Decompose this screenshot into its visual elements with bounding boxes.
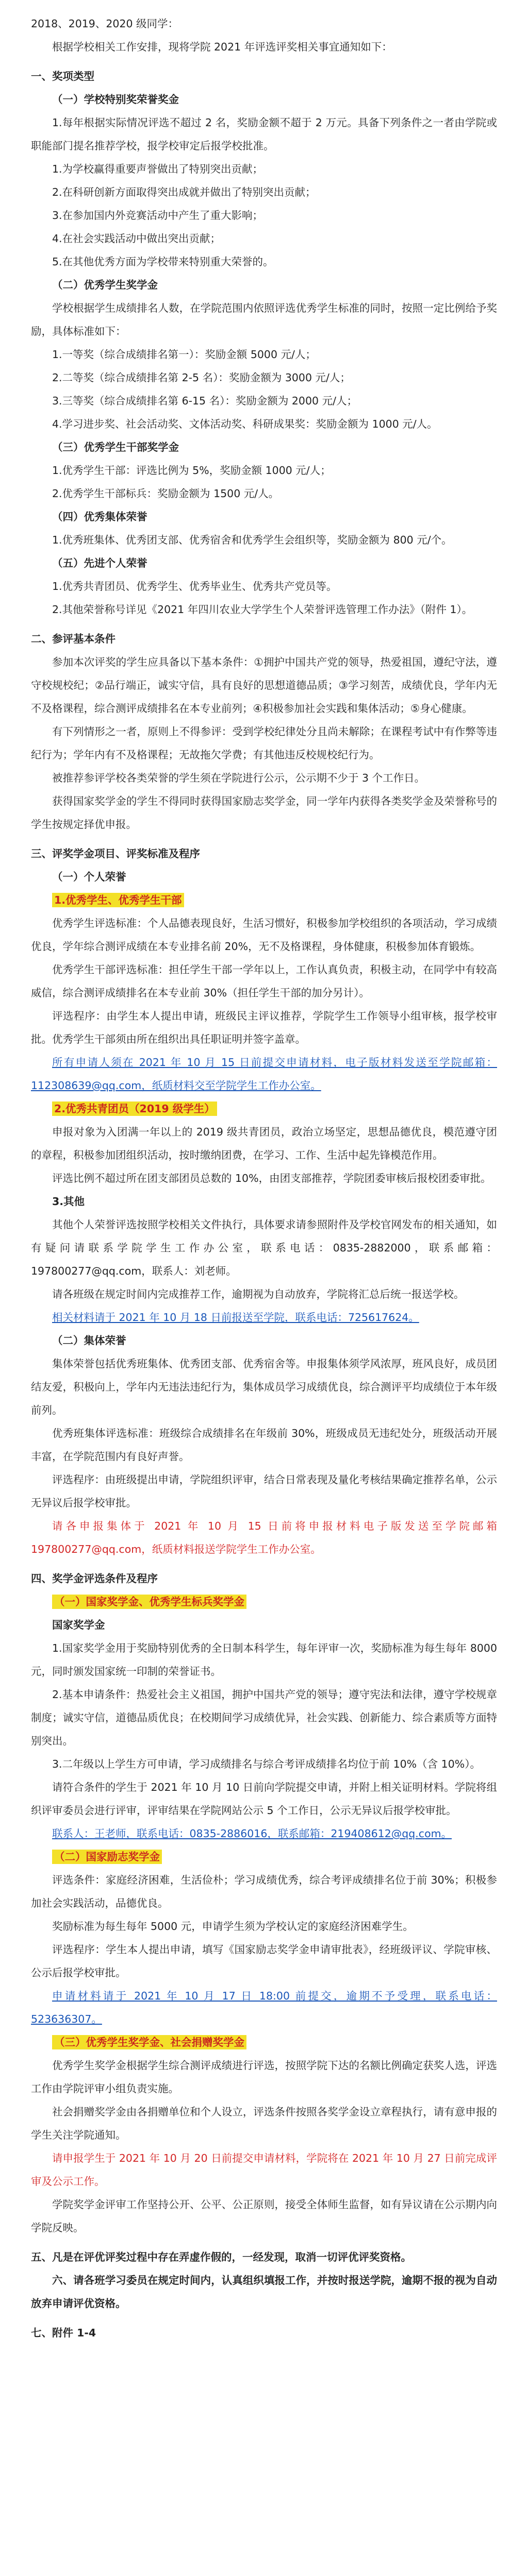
section-4-sub2-deadline: 申请材料请于 2021 年 10 月 17 日 18:00 前提交，逾期不予受理，联系电话：523636307。 bbox=[31, 1990, 497, 2025]
section-4-sub3-paragraph: 学院奖学金评审工作坚持公开、公平、公正原则，接受全体师生监督，如有异议请在公示期内向学院反映。 bbox=[31, 2198, 497, 2234]
section-4-sub3-deadline: 请申报学生于 2021 年 10 月 20 日前提交申请材料，学院将在 2021 年 10 月 27 日前完成评审及公示工作。 bbox=[31, 2152, 497, 2188]
section-3-item3-paragraph: 其他个人荣誉评选按照学校相关文件执行，具体要求请参照附件及学校官网发布的相关通知，如有疑问请联系学院学生工作办公室，联系电话：0835-2882000，联系邮箱：197800277@qq.com，联系人：刘老师。 bbox=[31, 1218, 497, 1277]
section-4-sub2-paragraph: 评选程序：学生本人提出申请，填写《国家励志奖学金申请审批表》，经班级评议、学院审核、公示后报学校审批。 bbox=[31, 1943, 497, 1979]
section-3-sub1-title: （一）个人荣誉 bbox=[52, 871, 126, 883]
section-2-paragraph: 参加本次评奖的学生应具备以下基本条件：①拥护中国共产党的领导，热爱祖国，遵纪守法，遵守校规校纪；②品行端正，诚实守信，具有良好的思想道德品质；③学习刻苦，成绩优良，学年内无不及格课程，综合测评成绩排名在本专业前列；④积极参加社会实践和集体活动；⑤身心健康。 bbox=[31, 656, 497, 715]
greeting-line: 2018、2019、2020 级同学： bbox=[31, 18, 179, 30]
section-3-item2-paragraph: 申报对象为入团满一年以上的 2019 级共青团员，政治立场坚定，思想品德优良，模范遵守团的章程，积极参加团组织活动，按时缴纳团费，在学习、工作、生活中起先锋模范作用。 bbox=[31, 1126, 497, 1161]
section-2-title: 二、参评基本条件 bbox=[31, 633, 116, 645]
section-4-sub1-contact: 联系人：王老师，联系电话：0835-2886016，联系邮箱：219408612@qq.com。 bbox=[52, 1827, 452, 1840]
section-1-sub1-item: 5.在其他优秀方面为学校带来特别重大荣誉的。 bbox=[52, 256, 274, 268]
section-3-deadline: 相关材料请于 2021 年 10 月 18 日前报送至学院，联系电话：725617624。 bbox=[52, 1311, 419, 1324]
section-3-title: 三、评奖学金项目、评奖标准及程序 bbox=[31, 848, 200, 860]
section-1-sub5-item: 2.其他荣誉称号详见《2021 年四川农业大学学生个人荣誉评选管理工作办法》（附件 1）。 bbox=[52, 603, 473, 616]
section-1-sub1-item: 4.在社会实践活动中做出突出贡献； bbox=[52, 232, 221, 245]
section-3-item1-submission: 所有申请人须在 2021 年 10 月 15 日前提交申请材料，电子版材料发送至学院邮箱：112308639@qq.com，纸质材料交至学院学生工作办公室。 bbox=[31, 1056, 497, 1092]
section-4-sub1-paragraph: 3.二年级以上学生方可申请，学习成绩排名与综合考评成绩排名均位于前 10%（含 10%）。 bbox=[52, 1758, 481, 1770]
section-3-item1-paragraph: 优秀学生评选标准：个人品德表现良好，生活习惯好，积极参加学校组织的各项活动，学习成绩优良，学年综合测评成绩在本专业排名前 20%，无不及格课程，身体健康，积极参加体育锻炼。 bbox=[31, 917, 497, 953]
section-1-sub1-title: （一）学校特别奖荣誉奖金 bbox=[52, 93, 179, 106]
section-3-sub2-submission: 请各申报集体于 2021 年 10 月 15 日前将申报材料电子版发送至学院邮箱 197800277@qq.com，纸质材料报送学院学生工作办公室。 bbox=[31, 1520, 501, 1555]
section-4-sub3-paragraph: 社会捐赠奖学金由各捐赠单位和个人设立，评选条件按照各奖学金设立章程执行，请有意申报的学生关注学院通知。 bbox=[31, 2106, 497, 2141]
section-1-sub2-intro: 学校根据学生成绩排名人数，在学院范围内依照评选优秀学生标准的同时，按照一定比例给予奖励，具体标准如下： bbox=[31, 302, 497, 337]
section-6-instruction: 六、请各班学习委员在规定时间内，认真组织填报工作，并按时报送学院，逾期不报的视为自动放弃申请评优资格。 bbox=[31, 2274, 497, 2310]
section-1-sub3-item: 2.优秀学生干部标兵：奖励金额为 1500 元/人。 bbox=[52, 487, 279, 500]
section-1-sub2-item: 3.三等奖（综合成绩排名第 6-15 名）：奖励金额为 2000 元/人； bbox=[52, 395, 357, 407]
section-1-sub1-intro: 1.每年根据实际情况评选不超过 2 名，奖励金额不超于 2 万元。具备下列条件之一者由学院或职能部门提名推荐学校，报学校审定后报学校批准。 bbox=[31, 116, 497, 152]
section-3-sub2-paragraph: 优秀班集体评选标准：班级综合成绩排名在年级前 30%，班级成员无违纪处分，班级活动开展丰富，在学院范围内有良好声誉。 bbox=[31, 1427, 497, 1463]
section-3-item3-title: 3.其他 bbox=[52, 1195, 85, 1208]
section-1-sub1-item: 1.为学校赢得重要声誉做出了特别突出贡献； bbox=[52, 163, 263, 175]
attachments-label: 七、附件 1-4 bbox=[31, 2327, 96, 2339]
intro-paragraph: 根据学校相关工作安排，现将学院 2021 年评选评奖相关事宜通知如下： bbox=[52, 41, 392, 53]
section-4-sub1-title: （一）国家奖学金、优秀学生标兵奖学金 bbox=[52, 1595, 246, 1609]
section-1-sub2-title: （二）优秀学生奖学金 bbox=[52, 279, 158, 291]
section-1-sub1-item: 3.在参加国内外竞赛活动中产生了重大影响； bbox=[52, 209, 263, 222]
section-4-sub3-title: （三）优秀学生奖学金、社会捐赠奖学金 bbox=[52, 2035, 246, 2049]
section-1-sub5-item: 1.优秀共青团员、优秀学生、优秀毕业生、优秀共产党员等。 bbox=[52, 580, 337, 592]
section-4-sub2-paragraph: 评选条件：家庭经济困难，生活俭朴；学习成绩优秀，综合考评成绩排名位于前 30%；积极参加社会实践活动，品德优良。 bbox=[31, 1874, 497, 1909]
section-4-sub1-paragraph: 2.基本申请条件：热爱社会主义祖国，拥护中国共产党的领导；遵守宪法和法律，遵守学校规章制度；诚实守信，道德品质优良；在校期间学习成绩优异，社会实践、创新能力、综合素质等方面特别突出。 bbox=[31, 1688, 497, 1747]
section-1-sub4-intro: 1.优秀班集体、优秀团支部、优秀宿舍和优秀学生会组织等，奖励金额为 800 元/个。 bbox=[52, 534, 452, 546]
section-3-item2-paragraph: 评选比例不超过所在团支部团员总数的 10%，由团支部推荐，学院团委审核后报校团委审批。 bbox=[52, 1172, 491, 1184]
section-2-paragraph: 被推荐参评学校各类荣誉的学生须在学院进行公示，公示期不少于 3 个工作日。 bbox=[52, 772, 425, 784]
section-3-item3-paragraph: 请各班级在规定时间内完成推荐工作，逾期视为自动放弃，学院将汇总后统一报送学校。 bbox=[52, 1288, 465, 1300]
section-3-sub2-paragraph: 集体荣誉包括优秀班集体、优秀团支部、优秀宿舍等。申报集体须学风浓厚，班风良好，成员团结友爱，积极向上，学年内无违法违纪行为，集体成员学习成绩优良，综合测评平均成绩位于本年级前列。 bbox=[31, 1358, 497, 1416]
section-4-sub1-paragraph: 1.国家奖学金用于奖励特别优秀的全日制本科学生，每年评审一次，奖励标准为每生每年 8000 元，同时颁发国家统一印制的荣誉证书。 bbox=[31, 1642, 501, 1677]
section-1-sub4-title: （四）优秀集体荣誉 bbox=[52, 511, 147, 523]
section-1-sub3-title: （三）优秀学生干部奖学金 bbox=[52, 441, 179, 453]
section-1-sub2-item: 4.学习进步奖、社会活动奖、文体活动奖、科研成果奖：奖励金额为 1000 元/人。 bbox=[52, 418, 438, 430]
section-4-sub1-paragraph: 请符合条件的学生于 2021 年 10 月 10 日前向学院提交申请，并附上相关证明材料。学院将组织评审委员会进行评审，评审结果在学院网站公示 5 个工作日，公示无异议后报学校审批。 bbox=[31, 1781, 497, 1817]
section-4-sub2-paragraph: 奖励标准为每生每年 5000 元，申请学生须为学校认定的家庭经济困难学生。 bbox=[52, 1920, 414, 1933]
section-1-sub3-intro: 1.优秀学生干部：评选比例为 5%，奖励金额 1000 元/人； bbox=[52, 464, 331, 477]
section-1-sub2-item: 2.二等奖（综合成绩排名第 2-5 名）：奖励金额为 3000 元/人； bbox=[52, 371, 351, 384]
section-1-sub5-title: （五）先进个人荣誉 bbox=[52, 557, 147, 569]
section-4-sub2-title: （二）国家励志奖学金 bbox=[52, 1850, 162, 1864]
section-1-sub2-item: 1.一等奖（综合成绩排名第一）：奖励金额 5000 元/人； bbox=[52, 348, 316, 361]
section-1-title: 一、奖项类型 bbox=[31, 70, 94, 82]
section-3-sub2-paragraph: 评选程序：由班级提出申请，学院组织评审，结合日常表现及量化考核结果确定推荐名单，公示无异议后报学校审批。 bbox=[31, 1473, 497, 1509]
section-3-item1-title: 1.优秀学生、优秀学生干部 bbox=[52, 893, 184, 907]
section-2-paragraph: 有下列情形之一者，原则上不得参评：受到学校纪律处分且尚未解除；在课程考试中有作弊等违纪行为；学年内有不及格课程；无故拖欠学费；有其他违反校规校纪行为。 bbox=[31, 725, 497, 761]
section-1-sub1-item: 2.在科研创新方面取得突出成就并做出了特别突出贡献； bbox=[52, 186, 316, 198]
section-3-item1-paragraph: 评选程序：由学生本人提出申请，班级民主评议推荐，学院学生工作领导小组审核，报学校审批。优秀学生干部须由所在组织出具任职证明并签字盖章。 bbox=[31, 1010, 497, 1045]
section-3-item1-paragraph: 优秀学生干部评选标准：担任学生干部一学年以上，工作认真负责，积极主动，在同学中有较高威信，综合测评成绩排名在本专业前 30%（担任学生干部的加分另计）。 bbox=[31, 963, 497, 999]
section-2-extra: 获得国家奖学金的学生不得同时获得国家励志奖学金，同一学年内获得各类奖学金及荣誉称号的学生按规定择优申报。 bbox=[31, 795, 497, 831]
section-4-title: 四、奖学金评选条件及程序 bbox=[31, 1572, 158, 1585]
section-3-item2-title: 2.优秀共青团员（2019 级学生） bbox=[52, 1101, 217, 1116]
section-4-sub3-paragraph: 优秀学生奖学金根据学生综合测评成绩进行评选，按照学院下达的名额比例确定获奖人选，评选工作由学院评审小组负责实施。 bbox=[31, 2059, 497, 2095]
section-4-sub1-subtitle: 国家奖学金 bbox=[52, 1619, 105, 1631]
section-3-sub2-title: （二）集体荣誉 bbox=[52, 1334, 126, 1347]
section-5-warning: 五、凡是在评优评奖过程中存在弄虚作假的，一经发现，取消一切评优评奖资格。 bbox=[31, 2251, 411, 2263]
